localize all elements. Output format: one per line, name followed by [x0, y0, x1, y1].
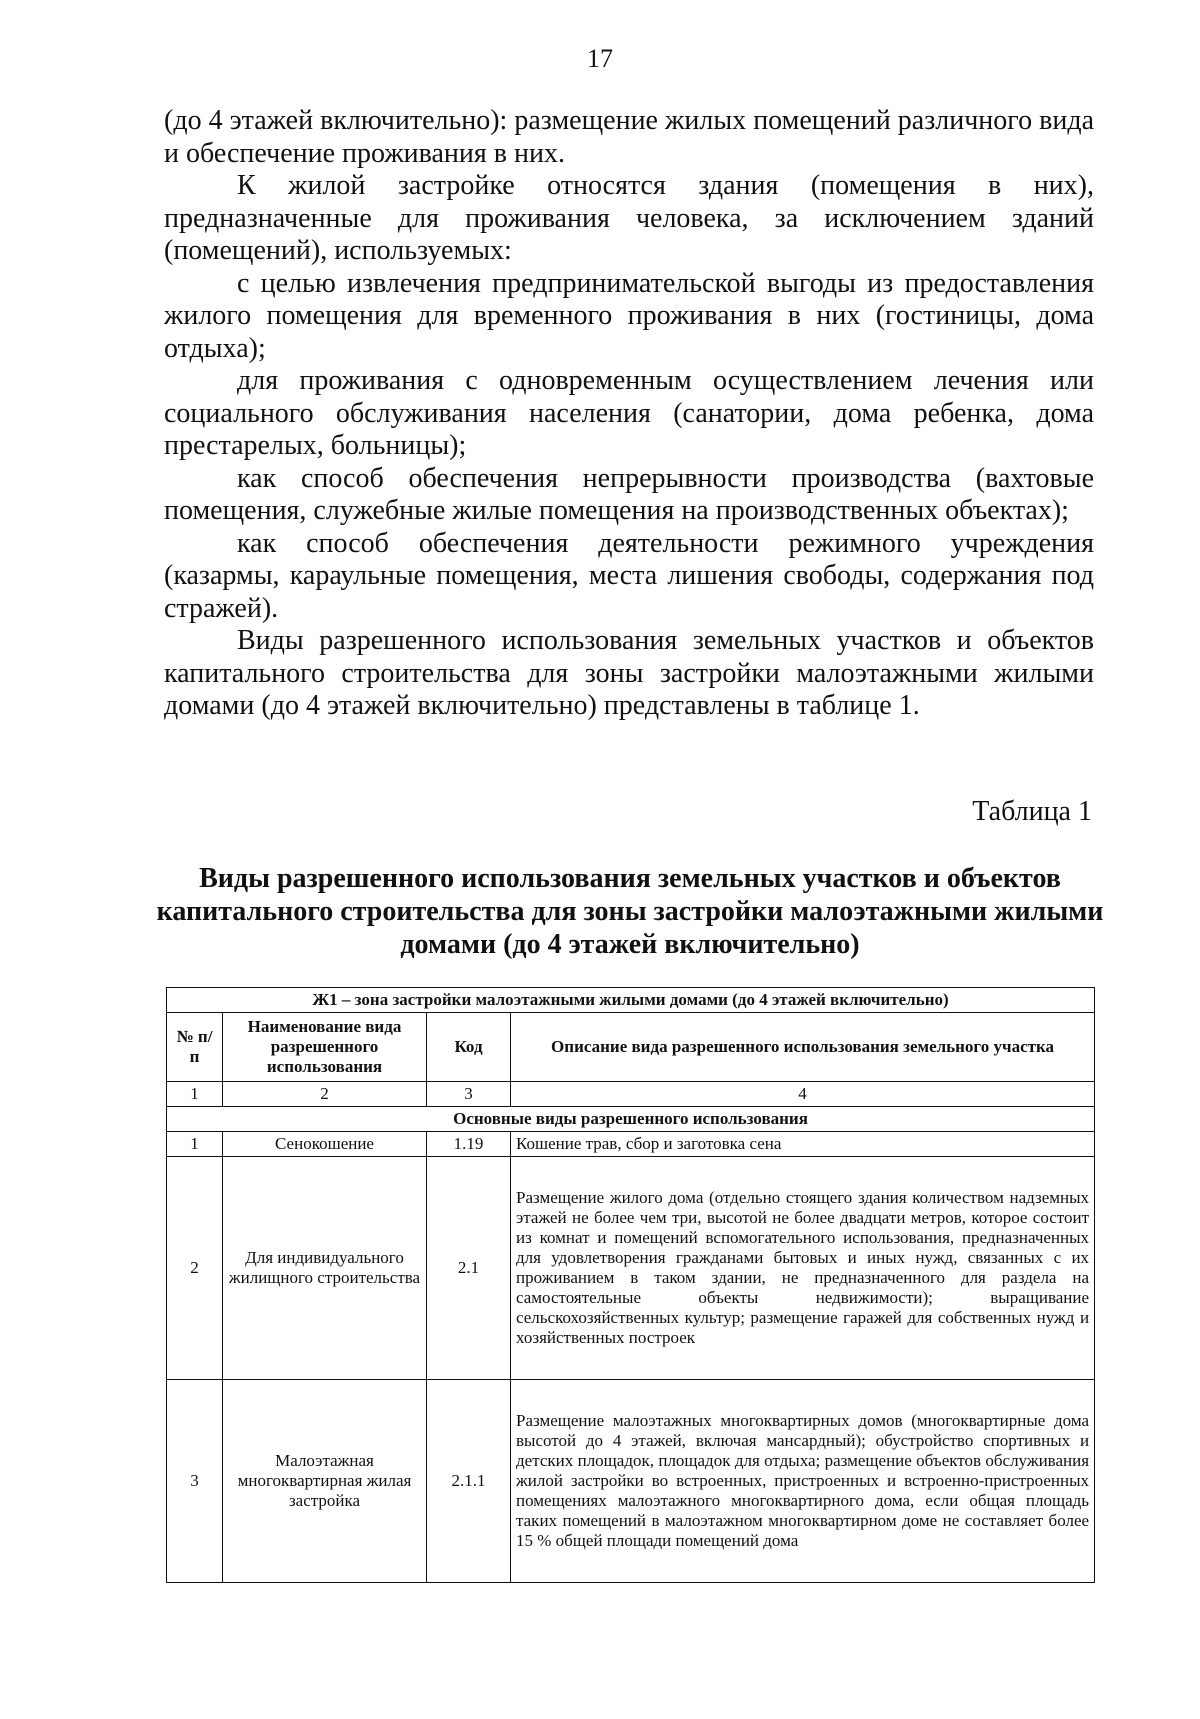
row-number: 1	[167, 1132, 223, 1157]
paragraph: К жилой застройке относятся здания (помещения в них), предназначенные для проживания человека, за исключением зданий (помещений), используемых:	[164, 170, 1094, 266]
land-use-table	[166, 987, 1095, 1583]
table-column-number-row	[167, 1082, 1095, 1107]
use-name: Малоэтажная многоквартирная жилая застройка	[223, 1380, 427, 1583]
column-header-description: Описание вида разрешенного использования земельного участка	[511, 1013, 1095, 1082]
column-number: 3	[427, 1082, 511, 1107]
column-number: 2	[223, 1082, 427, 1107]
paragraph: с целью извлечения предпринимательской выгоды из предоставления жилого помещения для временного проживания в них (гостиницы, дома отдыха);	[164, 267, 1094, 364]
use-code: 2.1	[427, 1157, 511, 1380]
row-number: 2	[167, 1157, 223, 1380]
table-row	[167, 1132, 1095, 1157]
use-description: Размещение жилого дома (отдельно стоящего здания количеством надземных этажей не более чем три, высотой не более двадцати метров, которое состоит из комнат и помещений вспомогательного использования, предназначенных для удовлетворения гражданами бытовых и иных нужд, связанных с их проживанием в таком здании, не предназначенного для раздела на самостоятельные объекты недвижимости); выращивание сельскохозяйственных культур; размещение гаражей для собственных нужд и хозяйственных построек	[511, 1157, 1095, 1380]
use-name: Сенокошение	[223, 1132, 427, 1157]
table-row	[167, 1157, 1095, 1380]
column-header-code: Код	[427, 1013, 511, 1082]
paragraph: Виды разрешенного использования земельных участков и объектов капитального строительства для зоны застройки малоэтажными жилыми домами (до 4 этажей включительно) представлены в таблице 1.	[164, 625, 1094, 721]
column-header-number: № п/п	[167, 1013, 223, 1082]
zone-header: Ж1 – зона застройки малоэтажными жилыми домами (до 4 этажей включительно)	[167, 988, 1095, 1013]
body-text	[164, 105, 1094, 723]
table-zone-header-row	[167, 988, 1095, 1013]
use-code: 1.19	[427, 1132, 511, 1157]
table-header-row	[167, 1013, 1095, 1082]
section-header: Основные виды разрешенного использования	[167, 1107, 1095, 1132]
use-description: Кошение трав, сбор и заготовка сена	[511, 1132, 1095, 1157]
paragraph: как способ обеспечения деятельности режимного учреждения (казармы, караульные помещения, места лишения свободы, содержания под стражей).	[164, 527, 1094, 624]
paragraph: для проживания с одновременным осуществлением лечения или социального обслуживания населения (санатории, дома ребенка, дома престарелых, больницы);	[164, 365, 1094, 461]
paragraph: (до 4 этажей включительно): размещение жилых помещений различного вида и обеспечение проживания в них.	[164, 105, 1094, 169]
table-row	[167, 1380, 1095, 1583]
column-header-name: Наименование вида разрешенного использования	[223, 1013, 427, 1082]
table-caption: Таблица 1	[972, 796, 1092, 827]
column-number: 4	[511, 1082, 1095, 1107]
paragraph: как способ обеспечения непрерывности производства (вахтовые помещения, служебные жилые помещения на производственных объектах);	[164, 462, 1094, 526]
use-description: Размещение малоэтажных многоквартирных домов (многоквартирные дома высотой до 4 этажей, включая мансардный); обустройство спортивных и детских площадок, площадок для отдыха; размещение объектов обслуживания жилой застройки во встроенных, пристроенных и встроенно-пристроенных помещениях малоэтажного многоквартирного дома, если общая площадь таких помещений в малоэтажном многоквартирном доме не составляет более 15 % общей площади помещений дома	[511, 1380, 1095, 1583]
column-number: 1	[167, 1082, 223, 1107]
use-name: Для индивидуального жилищного строительства	[223, 1157, 427, 1380]
table-section-row	[167, 1107, 1095, 1132]
row-number: 3	[167, 1380, 223, 1583]
page-number: 17	[587, 44, 613, 73]
table-title: Виды разрешенного использования земельных участков и объектов капитального строительства для зоны застройки малоэтажными жилыми домами (до 4 этажей включительно)	[156, 863, 1104, 960]
use-code: 2.1.1	[427, 1380, 511, 1583]
